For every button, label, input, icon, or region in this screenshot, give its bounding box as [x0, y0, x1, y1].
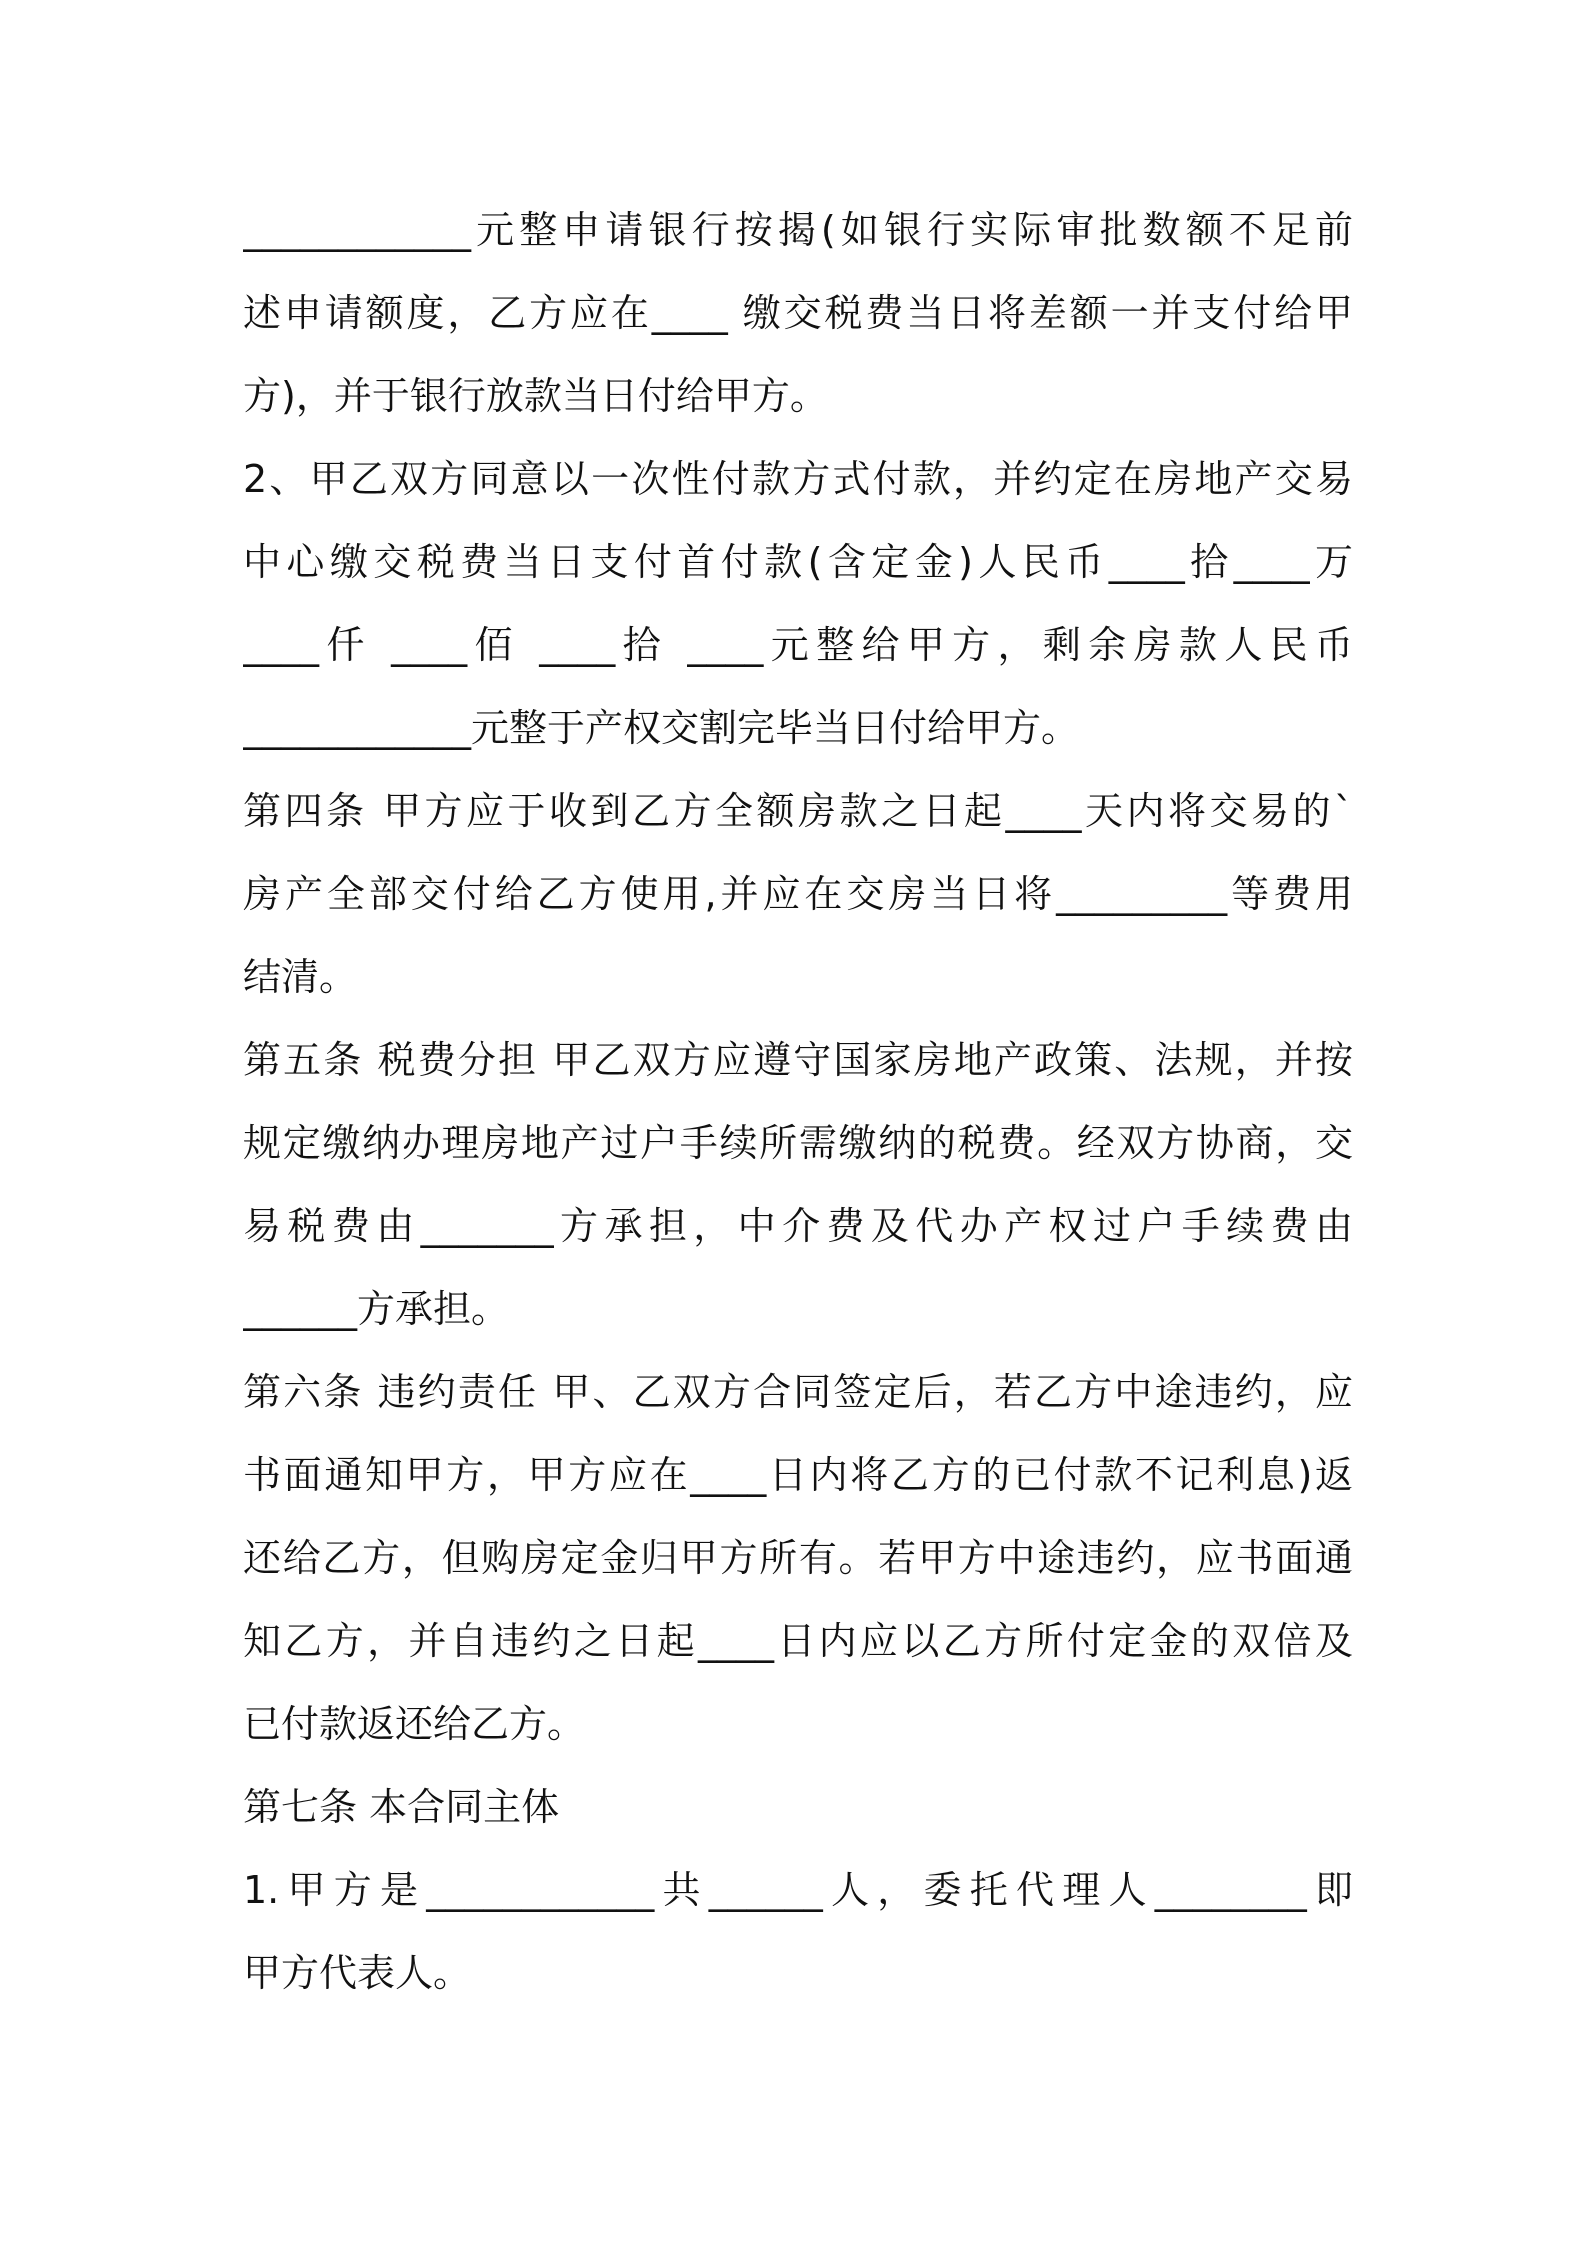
- text-line: 2、甲乙双方同意以一次性付款方式付款，并约定在房地产交易: [243, 457, 1353, 501]
- text-line: ____仟 ____佰 ____拾 ____元整给甲方，剩余房款人民币: [243, 623, 1353, 667]
- text-line: 房产全部交付给乙方使用,并应在交房当日将_________等费用: [243, 872, 1353, 916]
- text-line: ______方承担。: [243, 1287, 510, 1331]
- text-line: 第五条 税费分担 甲乙双方应遵守国家房地产政策、法规，并按: [243, 1038, 1353, 1082]
- text-line: 第六条 违约责任 甲、乙双方合同签定后，若乙方中途违约，应: [243, 1370, 1353, 1414]
- text-line: 易税费由_______方承担，中介费及代办产权过户手续费由: [243, 1204, 1353, 1248]
- text-line: 甲方代表人。: [243, 1951, 472, 1995]
- text-line: 1.甲方是____________共______人，委托代理人________即: [243, 1868, 1353, 1912]
- text-line: 中心缴交税费当日支付首付款(含定金)人民币____拾____万: [243, 540, 1353, 584]
- text-line: ____________元整申请银行按揭(如银行实际审批数额不足前: [243, 208, 1353, 252]
- text-line: 规定缴纳办理房地产过户手续所需缴纳的税费。经双方协商，交: [243, 1121, 1353, 1165]
- text-line: 述申请额度，乙方应在____ 缴交税费当日将差额一并支付给甲: [243, 291, 1353, 335]
- text-line: 书面通知甲方，甲方应在____日内将乙方的已付款不记利息)返: [243, 1453, 1353, 1497]
- section-heading: 第七条 本合同主体: [243, 1785, 560, 1829]
- text-line: ____________元整于产权交割完毕当日付给甲方。: [243, 706, 1080, 750]
- text-line: 还给乙方，但购房定金归甲方所有。若甲方中途违约，应书面通: [243, 1536, 1353, 1580]
- text-line: 方)，并于银行放款当日付给甲方。: [243, 374, 828, 418]
- text-line: 已付款返还给乙方。: [243, 1702, 586, 1746]
- text-line: 知乙方，并自违约之日起____日内应以乙方所付定金的双倍及: [243, 1619, 1353, 1663]
- text-line: 结清。: [243, 955, 358, 999]
- text-line: 第四条 甲方应于收到乙方全额房款之日起____天内将交易的`: [243, 789, 1353, 833]
